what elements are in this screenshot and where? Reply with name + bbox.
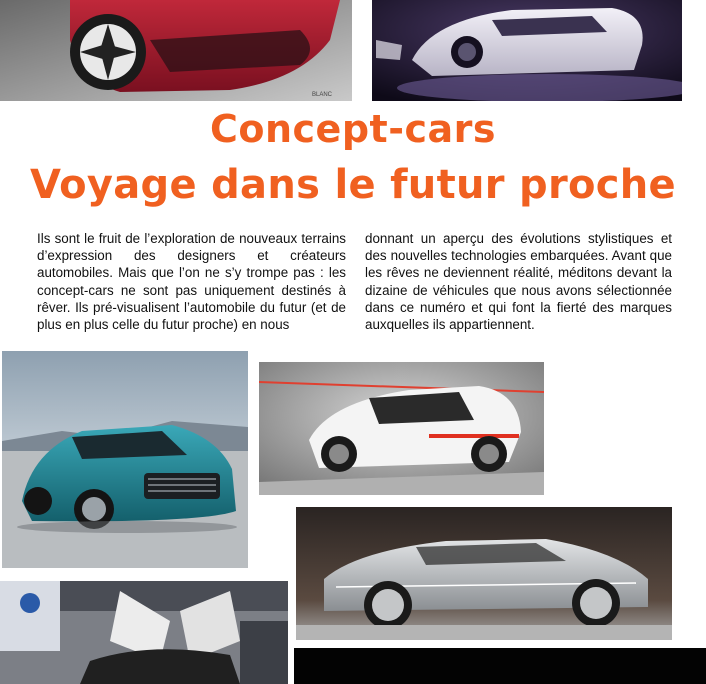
- svg-text:BLANC: BLANC: [312, 92, 333, 98]
- photo-red-concept-car: [0, 0, 352, 101]
- article-title-line-2: Voyage dans le futur proche: [30, 162, 676, 208]
- photo-gullwing-concept-show: [0, 581, 288, 684]
- photo-silver-coupe-concept: [296, 507, 672, 640]
- body-text-column-right: donnant un aperçu des évolutions stylistiques et des nouvelles technologies embarquées. Avant que les rêves ne deviennent réalité, méditons devant la dizaine de véhicules que nous avons sélectionnée dans ce numéro et qui font la fierté des marques auxquelles ils appartiennent.: [365, 231, 672, 333]
- photo-white-sports-concept: [259, 362, 544, 495]
- article-title-line-1: Concept-cars: [209, 107, 496, 151]
- photo-teal-suv-concept: [2, 351, 248, 568]
- photo-white-concept-show: [372, 0, 682, 101]
- dark-image-strip: [294, 648, 706, 684]
- body-text-column-left: Ils sont le fruit de l’exploration de nouveaux terrains d’expression des designers et créateurs automobiles. Mais que l’on ne s’y trompe pas : les concept-cars ne sont pas uniquement destinés à rêver. Ils pré-visualisent l’automobile du futur (et de plus en plus celle du futur proche) en nous: [37, 231, 346, 333]
